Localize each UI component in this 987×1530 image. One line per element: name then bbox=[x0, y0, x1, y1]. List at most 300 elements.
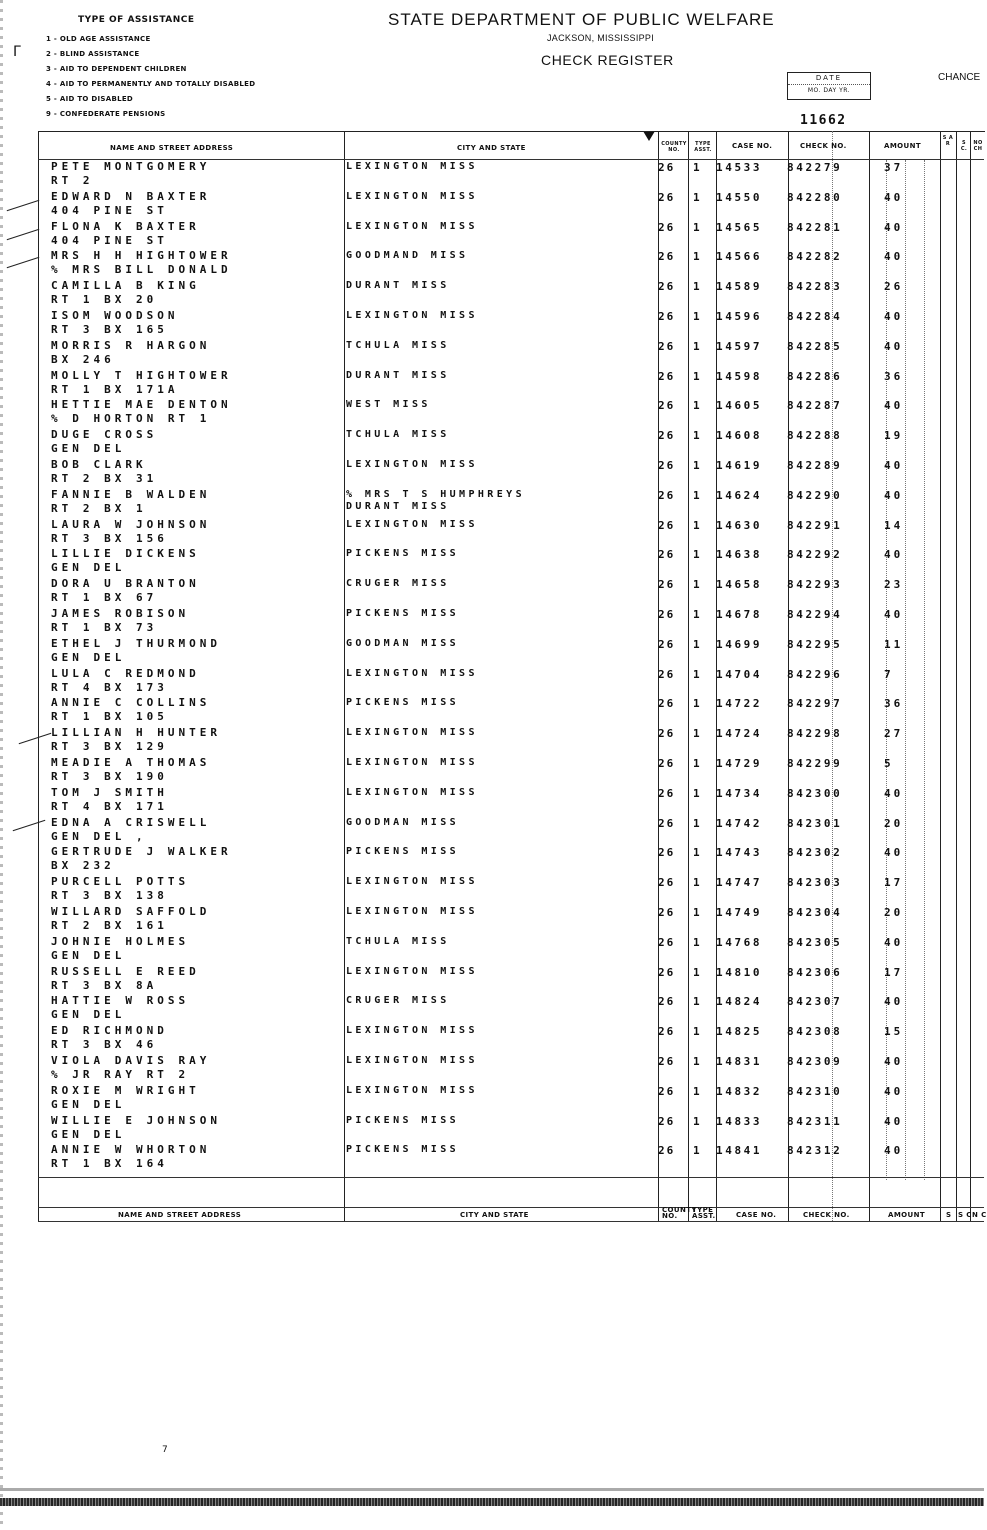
department-title: STATE DEPARTMENT OF PUBLIC WELFARE bbox=[388, 10, 775, 29]
row-address: RT 2 BX 1 bbox=[51, 501, 147, 515]
row-county: 26 bbox=[658, 429, 676, 443]
row-city-state: TCHULA MISS bbox=[346, 429, 450, 441]
row-address: GEN DEL bbox=[51, 650, 126, 664]
row-city-state: GOODMAN MISS bbox=[346, 637, 460, 649]
row-city-state: GOODMAN MISS bbox=[346, 816, 460, 828]
row-amount: 40 bbox=[884, 995, 904, 1009]
row-check-number: 842291 bbox=[787, 518, 843, 532]
row-address: RT 3 BX 190 bbox=[51, 769, 168, 783]
row-check-number: 842307 bbox=[787, 995, 843, 1009]
row-check-number: 842304 bbox=[787, 905, 843, 919]
row-address: BX 232 bbox=[51, 859, 115, 873]
row-city-state: PICKENS MISS bbox=[346, 697, 460, 709]
row-type: 1 bbox=[693, 905, 704, 919]
table-row bbox=[38, 935, 984, 965]
row-county: 26 bbox=[658, 1084, 676, 1098]
row-county: 26 bbox=[658, 786, 676, 800]
row-name: ED RICHMOND bbox=[51, 1024, 168, 1038]
row-type: 1 bbox=[693, 637, 704, 651]
row-city-state: LEXINGTON MISS bbox=[346, 756, 478, 768]
row-county: 26 bbox=[658, 488, 676, 502]
register-rows bbox=[38, 160, 984, 1173]
row-county: 26 bbox=[658, 458, 676, 472]
header-type: TYPE ASST. bbox=[694, 141, 712, 153]
header-s3: NO CH bbox=[973, 140, 983, 152]
row-name: LILLIAN H HUNTER bbox=[51, 726, 221, 740]
row-case-number: 14658 bbox=[716, 578, 763, 592]
row-city-state: LEXINGTON MISS bbox=[346, 1054, 478, 1066]
table-row bbox=[38, 190, 984, 220]
row-name: WILLIE E JOHNSON bbox=[51, 1113, 221, 1127]
row-check-number: 842282 bbox=[787, 250, 843, 264]
row-name: VIOLA DAVIS RAY bbox=[51, 1053, 211, 1067]
row-check-number: 842283 bbox=[787, 280, 843, 294]
row-check-number: 842305 bbox=[787, 935, 843, 949]
row-amount: 17 bbox=[884, 965, 904, 979]
table-row bbox=[38, 607, 984, 637]
row-address: RT 1 BX 171A bbox=[51, 382, 179, 396]
table-row bbox=[38, 369, 984, 399]
table-row bbox=[38, 1114, 984, 1144]
row-amount: 40 bbox=[884, 339, 904, 353]
row-city-state: DURANT MISS bbox=[346, 280, 450, 292]
row-type: 1 bbox=[693, 935, 704, 949]
header-name: NAME AND STREET ADDRESS bbox=[110, 144, 234, 152]
footer-type: TYPE ASST. bbox=[692, 1206, 716, 1220]
row-check-number: 842284 bbox=[787, 309, 843, 323]
row-case-number: 14565 bbox=[716, 220, 763, 234]
row-county: 26 bbox=[658, 518, 676, 532]
row-type: 1 bbox=[693, 161, 704, 174]
row-address: RT 1 BX 73 bbox=[51, 620, 158, 634]
row-case-number: 14589 bbox=[716, 280, 763, 294]
row-amount: 20 bbox=[884, 905, 904, 919]
row-type: 1 bbox=[693, 1084, 704, 1098]
table-row bbox=[38, 696, 984, 726]
row-city-state: LEXINGTON MISS bbox=[346, 190, 478, 202]
row-check-number: 842302 bbox=[787, 846, 843, 860]
scan-artifact bbox=[0, 1488, 984, 1491]
row-county: 26 bbox=[658, 667, 676, 681]
register-title: CHECK REGISTER bbox=[541, 52, 674, 68]
table-row bbox=[38, 637, 984, 667]
scan-left-edge bbox=[0, 0, 3, 1530]
row-address: % JR RAY RT 2 bbox=[51, 1067, 190, 1081]
row-type: 1 bbox=[693, 667, 704, 681]
row-county: 26 bbox=[658, 309, 676, 323]
row-address: GEN DEL bbox=[51, 1008, 126, 1022]
legend-item: 2 - BLIND ASSISTANCE bbox=[46, 50, 140, 58]
row-county: 26 bbox=[658, 369, 676, 383]
legend-item: 5 - AID TO DISABLED bbox=[46, 95, 134, 103]
row-check-number: 842290 bbox=[787, 488, 843, 502]
row-name: MRS H H HIGHTOWER bbox=[51, 249, 232, 263]
table-bottom-rule bbox=[38, 1221, 984, 1222]
row-county: 26 bbox=[658, 756, 676, 770]
row-type: 1 bbox=[693, 369, 704, 383]
row-name: LULA C REDMOND bbox=[51, 666, 200, 680]
row-city-state: LEXINGTON MISS bbox=[346, 309, 478, 321]
row-city-state: LEXINGTON MISS bbox=[346, 518, 478, 530]
row-address: RT 4 BX 171 bbox=[51, 799, 168, 813]
row-city-state: PICKENS MISS bbox=[346, 846, 460, 858]
row-type: 1 bbox=[693, 309, 704, 323]
header-city-state: CITY AND STATE bbox=[457, 144, 526, 152]
row-county: 26 bbox=[658, 905, 676, 919]
table-row bbox=[38, 458, 984, 488]
row-name: PETE MONTGOMERY bbox=[51, 160, 211, 173]
table-row bbox=[38, 816, 984, 846]
row-county: 26 bbox=[658, 607, 676, 621]
row-type: 1 bbox=[693, 965, 704, 979]
row-case-number: 14533 bbox=[716, 161, 763, 174]
row-case-number: 14605 bbox=[716, 399, 763, 413]
row-check-number: 842312 bbox=[787, 1144, 843, 1158]
row-case-number: 14824 bbox=[716, 995, 763, 1009]
row-name: ROXIE M WRIGHT bbox=[51, 1083, 200, 1097]
row-amount: 27 bbox=[884, 727, 904, 741]
legend-item: 1 - OLD AGE ASSISTANCE bbox=[46, 35, 151, 43]
row-case-number: 14810 bbox=[716, 965, 763, 979]
row-type: 1 bbox=[693, 846, 704, 860]
row-address: RT 3 BX 165 bbox=[51, 322, 168, 336]
row-name: RUSSELL E REED bbox=[51, 964, 200, 978]
row-county: 26 bbox=[658, 935, 676, 949]
row-city-state: LEXINGTON MISS bbox=[346, 1084, 478, 1096]
row-address: RT 3 BX 8A bbox=[51, 978, 158, 992]
row-name: CAMILLA B KING bbox=[51, 279, 200, 293]
row-case-number: 14729 bbox=[716, 756, 763, 770]
row-case-number: 14596 bbox=[716, 309, 763, 323]
row-check-number: 842296 bbox=[787, 667, 843, 681]
row-check-number: 842279 bbox=[787, 161, 843, 174]
row-case-number: 14704 bbox=[716, 667, 763, 681]
row-address: RT 2 BX 31 bbox=[51, 471, 158, 485]
row-name: ETHEL J THURMOND bbox=[51, 636, 221, 650]
row-name: PURCELL POTTS bbox=[51, 875, 190, 889]
row-city-state: PICKENS MISS bbox=[346, 1144, 460, 1156]
row-case-number: 14722 bbox=[716, 697, 763, 711]
table-row bbox=[38, 965, 984, 995]
row-county: 26 bbox=[658, 220, 676, 234]
row-name: FANNIE B WALDEN bbox=[51, 487, 211, 501]
row-city-state: CRUGER MISS bbox=[346, 995, 450, 1007]
row-check-number: 842301 bbox=[787, 816, 843, 830]
row-address: RT 1 BX 20 bbox=[51, 293, 158, 307]
row-county: 26 bbox=[658, 637, 676, 651]
row-case-number: 14841 bbox=[716, 1144, 763, 1158]
header-check: CHECK NO. bbox=[800, 142, 847, 150]
table-row bbox=[38, 905, 984, 935]
row-amount: 36 bbox=[884, 369, 904, 383]
footer-amount: AMOUNT bbox=[888, 1211, 926, 1219]
row-county: 26 bbox=[658, 190, 676, 204]
row-type: 1 bbox=[693, 1025, 704, 1039]
chancery-label: CHANCE bbox=[938, 72, 981, 83]
row-type: 1 bbox=[693, 488, 704, 502]
row-name: MEADIE A THOMAS bbox=[51, 755, 211, 769]
row-city-state: LEXINGTON MISS bbox=[346, 161, 478, 172]
row-case-number: 14630 bbox=[716, 518, 763, 532]
margin-checkmark bbox=[7, 229, 40, 240]
row-city-state: LEXINGTON MISS bbox=[346, 727, 478, 739]
row-city-state: LEXINGTON MISS bbox=[346, 220, 478, 232]
row-address: % D HORTON RT 1 bbox=[51, 412, 211, 426]
row-check-number: 842294 bbox=[787, 607, 843, 621]
row-address: RT 2 BX 161 bbox=[51, 918, 168, 932]
row-check-number: 842287 bbox=[787, 399, 843, 413]
row-check-number: 842286 bbox=[787, 369, 843, 383]
row-case-number: 14825 bbox=[716, 1025, 763, 1039]
row-amount: 40 bbox=[884, 458, 904, 472]
row-type: 1 bbox=[693, 399, 704, 413]
row-check-number: 842292 bbox=[787, 548, 843, 562]
corner-mark: Γ bbox=[13, 44, 21, 60]
date-label: DATE bbox=[788, 73, 870, 85]
date-box bbox=[787, 72, 871, 100]
row-type: 1 bbox=[693, 578, 704, 592]
footer-s2: S C bbox=[958, 1211, 972, 1219]
table-row bbox=[38, 577, 984, 607]
row-amount: 40 bbox=[884, 250, 904, 264]
row-name: FLONA K BAXTER bbox=[51, 219, 200, 233]
table-row bbox=[38, 398, 984, 428]
row-county: 26 bbox=[658, 578, 676, 592]
row-type: 1 bbox=[693, 429, 704, 443]
row-address: 404 PINE ST bbox=[51, 203, 168, 217]
row-check-number: 842295 bbox=[787, 637, 843, 651]
row-name: ANNIE C COLLINS bbox=[51, 696, 211, 710]
header-amount: AMOUNT bbox=[884, 142, 922, 150]
table-row bbox=[38, 875, 984, 905]
row-county: 26 bbox=[658, 995, 676, 1009]
row-type: 1 bbox=[693, 1114, 704, 1128]
row-city-state: GOODMAND MISS bbox=[346, 250, 469, 262]
row-case-number: 14678 bbox=[716, 607, 763, 621]
row-name: LILLIE DICKENS bbox=[51, 547, 200, 561]
row-city-state: LEXINGTON MISS bbox=[346, 458, 478, 470]
table-row bbox=[38, 279, 984, 309]
row-county: 26 bbox=[658, 161, 676, 174]
table-row bbox=[38, 1084, 984, 1114]
row-address: RT 1 BX 67 bbox=[51, 591, 158, 605]
row-city-state: PICKENS MISS bbox=[346, 607, 460, 619]
row-check-number: 842288 bbox=[787, 429, 843, 443]
row-case-number: 14832 bbox=[716, 1084, 763, 1098]
row-amount: 19 bbox=[884, 429, 904, 443]
footer-name: NAME AND STREET ADDRESS bbox=[118, 1211, 242, 1219]
table-row bbox=[38, 1054, 984, 1084]
row-name: JOHNIE HOLMES bbox=[51, 934, 190, 948]
row-name: LAURA W JOHNSON bbox=[51, 517, 211, 531]
row-county: 26 bbox=[658, 876, 676, 890]
row-amount: 40 bbox=[884, 220, 904, 234]
department-city: JACKSON, MISSISSIPPI bbox=[547, 33, 655, 43]
table-row bbox=[38, 1024, 984, 1054]
row-amount: 40 bbox=[884, 1144, 904, 1158]
row-county: 26 bbox=[658, 250, 676, 264]
row-check-number: 842306 bbox=[787, 965, 843, 979]
row-address: GEN DEL bbox=[51, 561, 126, 575]
row-check-number: 842293 bbox=[787, 578, 843, 592]
footer-county: COUNTY NO. bbox=[662, 1206, 697, 1220]
row-check-number: 842310 bbox=[787, 1084, 843, 1098]
header-county: COUNTY NO. bbox=[661, 141, 687, 153]
header-s2: S C. bbox=[960, 140, 968, 152]
row-county: 26 bbox=[658, 1114, 676, 1128]
table-row bbox=[38, 994, 984, 1024]
row-case-number: 14566 bbox=[716, 250, 763, 264]
row-address: BX 246 bbox=[51, 352, 115, 366]
row-address: RT 3 BX 138 bbox=[51, 889, 168, 903]
row-city-state: % MRS T S HUMPHREYS bbox=[346, 488, 525, 500]
row-amount: 7 bbox=[884, 667, 894, 681]
row-case-number: 14638 bbox=[716, 548, 763, 562]
row-amount: 37 bbox=[884, 161, 904, 174]
row-type: 1 bbox=[693, 816, 704, 830]
row-type: 1 bbox=[693, 1144, 704, 1158]
legend-item: 3 - AID TO DEPENDENT CHILDREN bbox=[46, 65, 187, 73]
row-case-number: 14699 bbox=[716, 637, 763, 651]
row-amount: 40 bbox=[884, 935, 904, 949]
row-check-number: 842289 bbox=[787, 458, 843, 472]
row-check-number: 842311 bbox=[787, 1114, 843, 1128]
row-city-state: LEXINGTON MISS bbox=[346, 905, 478, 917]
row-name: HATTIE W ROSS bbox=[51, 994, 190, 1008]
row-amount: 40 bbox=[884, 190, 904, 204]
row-check-number: 842281 bbox=[787, 220, 843, 234]
row-name: EDWARD N BAXTER bbox=[51, 189, 211, 203]
row-amount: 14 bbox=[884, 518, 904, 532]
row-county: 26 bbox=[658, 548, 676, 562]
header-case: CASE NO. bbox=[732, 142, 773, 150]
row-amount: 40 bbox=[884, 846, 904, 860]
row-address: GEN DEL bbox=[51, 442, 126, 456]
row-name: HETTIE MAE DENTON bbox=[51, 398, 232, 412]
row-address: 404 PINE ST bbox=[51, 233, 168, 247]
row-case-number: 14742 bbox=[716, 816, 763, 830]
row-county: 26 bbox=[658, 399, 676, 413]
row-name: MOLLY T HIGHTOWER bbox=[51, 368, 232, 382]
row-amount: 15 bbox=[884, 1025, 904, 1039]
footer-city-state: CITY AND STATE bbox=[460, 1211, 529, 1219]
row-case-number: 14831 bbox=[716, 1054, 763, 1068]
row-check-number: 842297 bbox=[787, 697, 843, 711]
row-address: GEN DEL , bbox=[51, 829, 147, 843]
row-city-state: TCHULA MISS bbox=[346, 935, 450, 947]
table-row bbox=[38, 428, 984, 458]
legend-title: TYPE OF ASSISTANCE bbox=[78, 15, 195, 25]
row-check-number: 842285 bbox=[787, 339, 843, 353]
row-name: MORRIS R HARGON bbox=[51, 338, 211, 352]
row-county: 26 bbox=[658, 1025, 676, 1039]
row-county: 26 bbox=[658, 339, 676, 353]
row-address: RT 1 BX 164 bbox=[51, 1157, 168, 1171]
row-type: 1 bbox=[693, 548, 704, 562]
row-address: GEN DEL bbox=[51, 1127, 126, 1141]
row-name: BOB CLARK bbox=[51, 457, 147, 471]
row-name: ISOM WOODSON bbox=[51, 308, 179, 322]
row-amount: 40 bbox=[884, 309, 904, 323]
row-check-number: 842298 bbox=[787, 727, 843, 741]
row-name: WILLARD SAFFOLD bbox=[51, 904, 211, 918]
footer-case: CASE NO. bbox=[736, 1211, 777, 1219]
row-address: RT 3 BX 46 bbox=[51, 1038, 158, 1052]
row-name: EDNA A CRISWELL bbox=[51, 815, 211, 829]
table-row bbox=[38, 667, 984, 697]
row-county: 26 bbox=[658, 1144, 676, 1158]
row-type: 1 bbox=[693, 786, 704, 800]
row-check-number: 842300 bbox=[787, 786, 843, 800]
row-name: DUGE CROSS bbox=[51, 428, 158, 442]
row-case-number: 14624 bbox=[716, 488, 763, 502]
row-case-number: 14768 bbox=[716, 935, 763, 949]
row-address: % MRS BILL DONALD bbox=[51, 263, 232, 277]
row-type: 1 bbox=[693, 995, 704, 1009]
row-type: 1 bbox=[693, 220, 704, 234]
blank-row-rule bbox=[38, 1177, 984, 1178]
assistance-type-legend bbox=[46, 32, 255, 122]
row-amount: 26 bbox=[884, 280, 904, 294]
row-type: 1 bbox=[693, 607, 704, 621]
row-amount: 40 bbox=[884, 488, 904, 502]
row-case-number: 14597 bbox=[716, 339, 763, 353]
row-amount: 11 bbox=[884, 637, 904, 651]
row-city-state: TCHULA MISS bbox=[346, 339, 450, 351]
row-case-number: 14598 bbox=[716, 369, 763, 383]
row-case-number: 14619 bbox=[716, 458, 763, 472]
table-row bbox=[38, 845, 984, 875]
table-row bbox=[38, 160, 984, 190]
row-county: 26 bbox=[658, 1054, 676, 1068]
row-type: 1 bbox=[693, 876, 704, 890]
row-amount: 40 bbox=[884, 1084, 904, 1098]
row-type: 1 bbox=[693, 1054, 704, 1068]
row-case-number: 14747 bbox=[716, 876, 763, 890]
row-county: 26 bbox=[658, 816, 676, 830]
row-amount: 23 bbox=[884, 578, 904, 592]
row-amount: 40 bbox=[884, 1054, 904, 1068]
row-amount: 17 bbox=[884, 876, 904, 890]
row-name: ANNIE W WHORTON bbox=[51, 1143, 211, 1157]
row-city-state: WEST MISS bbox=[346, 399, 431, 411]
row-city-state: DURANT MISS bbox=[346, 369, 450, 381]
row-amount: 5 bbox=[884, 756, 894, 770]
row-city-state: CRUGER MISS bbox=[346, 578, 450, 590]
row-type: 1 bbox=[693, 458, 704, 472]
row-city-state: PICKENS MISS bbox=[346, 1114, 460, 1126]
table-row bbox=[38, 1143, 984, 1173]
row-city-state-line2: DURANT MISS bbox=[346, 500, 450, 512]
batch-number: 11662 bbox=[800, 113, 847, 128]
row-check-number: 842303 bbox=[787, 876, 843, 890]
row-address: RT 3 BX 156 bbox=[51, 531, 168, 545]
footer-s3: N C bbox=[972, 1211, 987, 1219]
row-case-number: 14608 bbox=[716, 429, 763, 443]
row-county: 26 bbox=[658, 697, 676, 711]
table-row bbox=[38, 309, 984, 339]
row-case-number: 14724 bbox=[716, 727, 763, 741]
table-row bbox=[38, 756, 984, 786]
row-city-state: LEXINGTON MISS bbox=[346, 667, 478, 679]
row-amount: 36 bbox=[884, 697, 904, 711]
table-row bbox=[38, 518, 984, 548]
table-row bbox=[38, 726, 984, 756]
date-sublabel: MO. DAY YR. bbox=[807, 87, 851, 94]
margin-checkmark bbox=[7, 200, 40, 211]
row-case-number: 14743 bbox=[716, 846, 763, 860]
row-address: RT 3 BX 129 bbox=[51, 740, 168, 754]
